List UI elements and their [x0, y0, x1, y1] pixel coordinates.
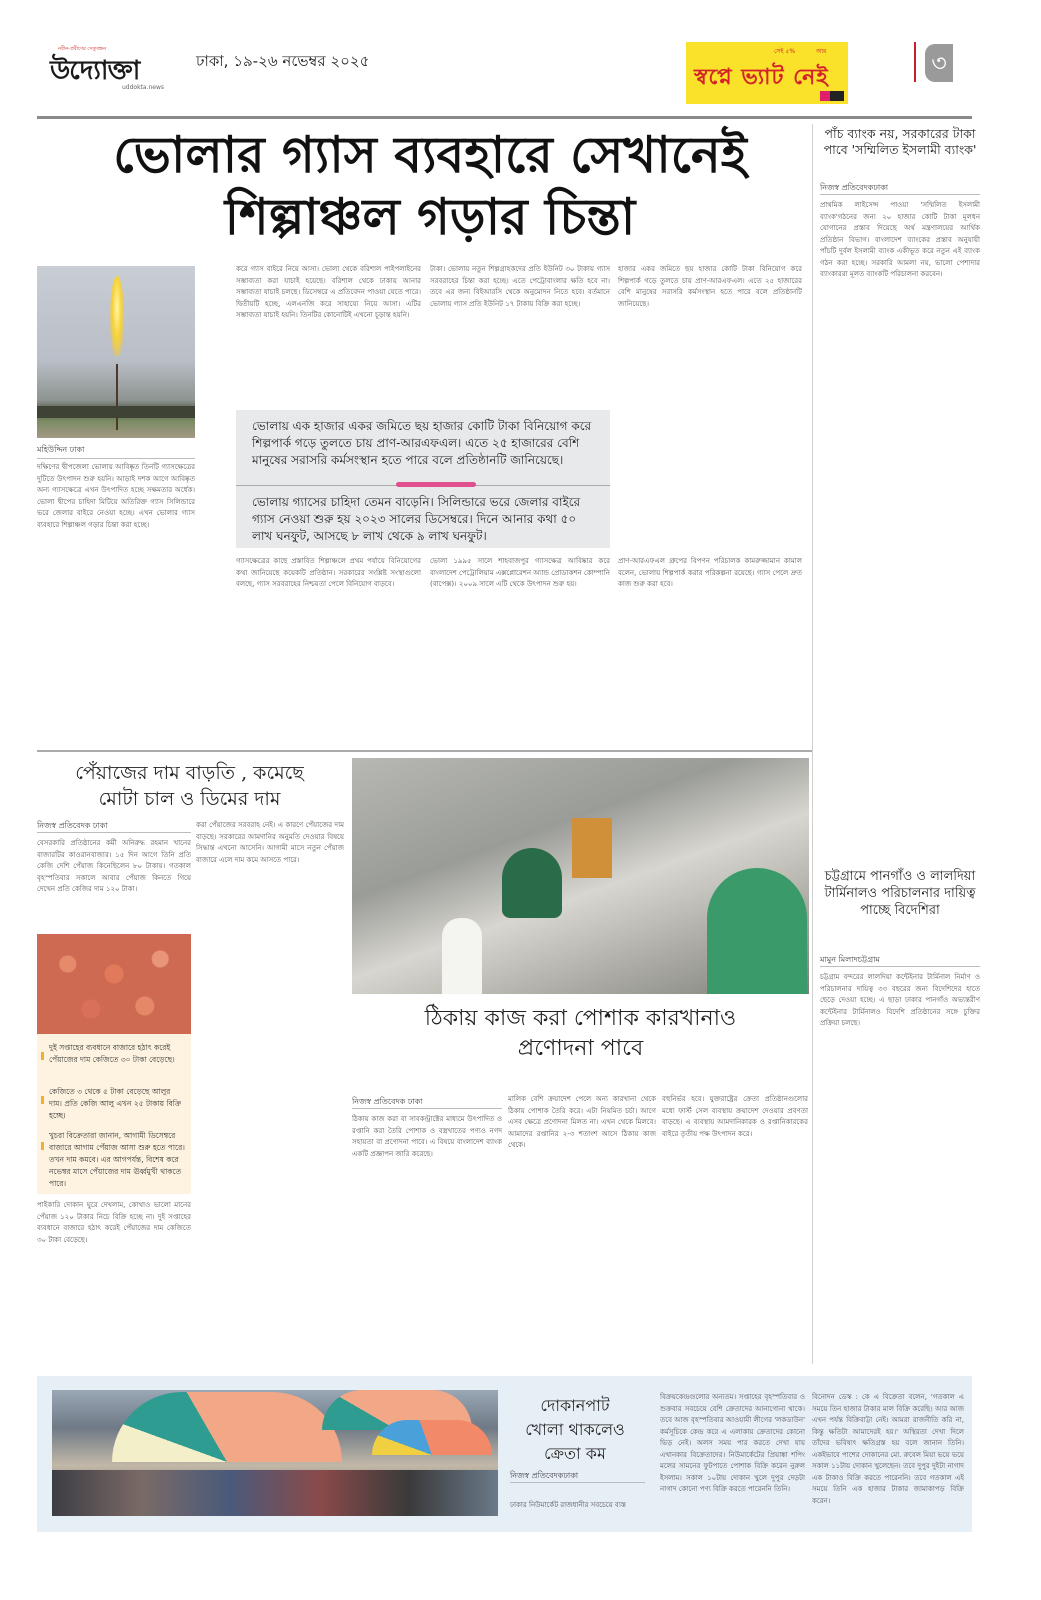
highlight-marker — [41, 1142, 44, 1150]
market-headline-line2: খোলা থাকলেও — [525, 1420, 625, 1439]
vat-advertisement[interactable] — [686, 42, 848, 104]
market-headline-line3: ক্রেতা কম — [544, 1444, 606, 1463]
ad-small-right: আর — [816, 48, 827, 55]
onion-byline-rule — [37, 832, 191, 833]
lead-column-4: হাজার একর জমিতে ছয় হাজার কোটি টাকা বিনিয়োগ করে শিল্পপার্ক গড়ে তুলতে চায় প্রাণ-আরএফএল। এতে ২৫ হাজারের বেশি মানুষের সরাসরি কর্মসংস্থান হতে পারে বলে প্রতিষ্ঠানটি জানিয়েছে। — [618, 265, 802, 308]
market-column-0: ঢাকার নিউমার্কেট রাজধানীর সবচেয়ে ব্যস্ত — [510, 1501, 626, 1509]
market-column-1: বিক্রয়কেন্দ্রগুলোর অন্যতম। সপ্তাহের বৃহস্পতিবার ও শুক্রবার সবচেয়ে বেশি ক্রেতাদের আনাগোনা থাকে। তবে আজ বৃহস্পতিবার আওয়ামী লীগের 'লকডাউন' কর্মসূচিকে কেন্দ্র করে এ এলাকায় ক্রেতাদের কোনো ভিড় নেই। অলস সময় পার করতে দেখা যায় এখানকার বিক্রেতাদের। নিউমার্কেটের প্রিয়াঙ্কা শপিং মলের সামনের ফুটপাতে পোশাক বিক্রি করেন নুরুল ইসলাম। সকাল ১০টায় দোকান খুলে দুপুর দেড়টা নাগাদ কোনো পণ্য বিক্রি করতে পারেননি তিনি। — [660, 1393, 805, 1493]
garment-headline[interactable] — [352, 1004, 809, 1064]
highlight-item: দুই সপ্তাহের ব্যবধানে বাজারে হঠাৎ করেই পেঁয়াজের দাম কেজিতে ৩০ টাকা বেড়েছে। — [49, 1043, 175, 1064]
logo-url: uddokta.news — [122, 84, 165, 91]
onion-column-2: করা পেঁয়াজের সরবরাহ নেই। এ কারণে পেঁয়াজের দাম বাড়ছে। সরকারের আমদানির অনুমতি দেওয়ার বিষয়ে সিদ্ধান্ত এখনো আসেনি। আগামী মাসে নতুন পেঁয়াজ বাজারে এলে দাম কমে আসতে পারে। — [196, 821, 344, 864]
lead-column-2: করে গ্যাস বাইরে নিয়ে আসা। ভোলা থেকে বরিশাল পাইপলাইনের সম্ভাব্যতা করা যাচাই হয়েছে। বরিশাল থেকে ঢাকায় আনার সম্ভাব্যতা যাচাই চলছে। ডিসেম্বরে এ প্রতিবেদন পাওয়া যেতে পারে। দ্বিতীয়টি হচ্ছে, এলএনজি করে সাহায্যে নিয়ে আসা। এটির সম্ভাব্যতা যাচাই হয়নি। তিনটির কোনোটিই এখনো চূড়ান্ত হয়নি। — [236, 265, 421, 319]
market-column-2: বিনোদন ডেস্ক : কে এ বিক্রেতা বলেন, 'গতকাল এ সময়ে তিন হাজার টাকার মাল বিক্রি করেছি। আর আজ এখন পর্যন্ত বিক্রিবাট্টা নেই। আমরা রাজনীতি করি না, কিন্তু ক্ষতিটা আমাদেরই হয়।' অস্থিরতা দেখা দিলে তাঁদের ভবিষ্যৎ ক্ষতিগ্রস্ত হয় বলে জানান তিনি। একইভাবে পাশের দোকানের মো. রুবেল মিয়া ভয়ে ভয়ে সকাল ১১টায় দোকান খুলেছেন। তবে দুপুর দুইটা নাগাদ এক টাকাও বিক্রি করতে পারেননি। তবে গতকাল এই সময়ে তিনি এক হাজার টাকার জামাকাপড় বিক্রি করেন। — [812, 1393, 964, 1505]
lead-byline: মহিউদ্দিন ঢাকা — [37, 445, 85, 454]
highlight-marker — [41, 1052, 44, 1060]
masthead-rule — [37, 116, 972, 119]
market-umbrella-photo — [52, 1390, 498, 1516]
lead-lower-column-2: ভোলা ১৯৯৫ সালে শাহবাজপুর গ্যাসক্ষেত্র আবিষ্কার করে বাংলাদেশ পেট্রোলিয়াম এক্সপ্লোরেশন অ্যান্ড প্রোডাকশন কোম্পানি (বাপেক্স)। ২০০৯ সালে এটি থেকে উৎপাদন শুরু হয়। — [430, 557, 610, 588]
lead-lower-column-3: প্রাণ-আরএফএল গ্রুপের বিপণন পরিচালক কামরুজ্জামান কামাল বলেন, ভোলায় শিল্পপার্ক করার পরিকল্পনা রয়েছে। গ্যাস পেলে দ্রুত কাজ শুরু করা হবে। — [618, 557, 802, 588]
garment-byline-rule — [352, 1108, 502, 1109]
ad-headline: স্বপ্নে ভ্যাট নেই — [694, 65, 829, 90]
onion-body: বেসরকারি প্রতিষ্ঠানের কর্মী অনিরুদ্ধ রহমান খানের বাজারটির কাওরানবাজার। ১৫ দিন আগে তিনি প্রতি কেজি দেশি পেঁয়াজ কিনেছিলেন ৮০ টাকায়। গতকাল বৃহস্পতিবার সকালে আবার পেঁয়াজ কিনতে গিয়ে দেখেন প্রতি কেজির দাম ১২০ টাকা। — [37, 839, 191, 893]
lead-lower-column-1: গ্যাসক্ষেত্রের কাছে প্রস্তাবিত শিল্পাঞ্চলে প্রথম পর্যায়ে বিনিয়োগের কথা জানিয়েছে কয়েকটি প্রতিষ্ঠান। সরকারের সংশ্লিষ্ট সংস্থাগুলো বলছে, গ্যাস সরবরাহের নিশ্চয়তা পেলে বিনিয়োগ বাড়বে। — [236, 557, 421, 588]
garment-byline: নিজস্ব প্রতিবেদক ঢাকা — [352, 1097, 423, 1106]
garment-column-1: ঠিকায় কাজ করা বা সাবকন্ট্রাক্টের মাধ্যমে উৎপাদিত ও রপ্তানি করা তৈরি পোশাক ও বস্ত্রখাতের পণ্যও নগদ সহায়তা বা প্রণোদনা পাবে। এ বিষয়ে বাংলাদেশ ব্যাংক একটি প্রজ্ঞাপন জারি করেছে। — [352, 1115, 502, 1158]
treeline — [37, 406, 195, 418]
pull-quote-box — [236, 410, 610, 548]
section-rule — [37, 750, 812, 752]
ad-small-left: সেই ৫% — [774, 48, 796, 55]
onion-headline-line2: মোটা চাল ও ডিমের দাম — [98, 788, 281, 810]
garment-headline-line2: প্রণোদনা পাবে — [517, 1036, 644, 1061]
logo-wordmark: উদ্যোক্তা — [50, 56, 140, 86]
highlight-item: খুচরা বিক্রেতারা জানান, আগামী ডিসেম্বরে বাজারে আগাম পেঁয়াজ আসা শুরু হতে পারে। তখন দাম কমবে। এর আগপর্যন্ত, বিশেষ করে নভেম্বর মাসে পেঁয়াজের দাম ঊর্ধ্বমুখী থাকতে পারে। — [49, 1131, 185, 1188]
umbrella — [372, 1420, 492, 1455]
market-byline: নিজস্ব প্রতিবেদকঢাকা — [510, 1471, 579, 1480]
thread-spool — [442, 918, 482, 994]
pull-quote-accent — [396, 482, 476, 487]
byline-rule — [37, 458, 195, 459]
side-story-1-byline: নিজস্ব প্রতিবেদকঢাকা — [820, 183, 889, 192]
onion-photo — [37, 934, 191, 1034]
worker-figure — [707, 868, 807, 994]
highlight-item: কেজিতে ৩ থেকে ৫ টাকা বেড়েছে আলুর দাম। প্রতি কেজি আলু এখন ২৫ টাকায় বিক্রি হচ্ছে। — [49, 1087, 182, 1120]
flame-shape — [110, 276, 124, 356]
pull-quote-2: ভোলায় গ্যাসের চাহিদা তেমন বাড়েনি। সিলিন্ডারে ভরে জেলার বাইরে গ্যাস নেওয়া শুরু হয় ২০২৩ সালের ডিসেম্বরে। দিনে আনার কথা ৫০ লাখ ঘনফুট, আসছে ৮ লাখ থেকে ৯ লাখ ঘনফুট। — [252, 495, 581, 543]
garment-column-3: বহুনির্ভর হবে। যুক্তরাষ্ট্রের ক্রেতা প্রতিষ্ঠানগুলোর মধ্যে ফার্স্ট সেল ব্যবস্থায় ক্রয়াদেশ দেওয়ার প্রবণতা বাড়ছে। এ ব্যবস্থায় আমদানিকারক ও রপ্তানিকারকের বাইরে তৃতীয় পক্ষ উৎপাদন করে। — [662, 1095, 808, 1138]
page-number: ৩ — [925, 44, 953, 82]
side-story-1-rule — [820, 194, 980, 195]
lead-headline-line2: শিল্পাঞ্চল গড়ার চিন্তা — [224, 187, 636, 246]
side-story-2-rule — [820, 966, 980, 967]
newspaper-logo[interactable] — [50, 46, 170, 91]
onion-byline: নিজস্ব প্রতিবেদক ঢাকা — [37, 821, 108, 830]
side-story-2-byline: মামুন মিলাদচট্টগ্রাম — [820, 955, 880, 964]
onion-highlights-box — [37, 934, 191, 1194]
onion-headline-line1: পেঁয়াজের দাম বাড়তি , কমেছে — [75, 762, 304, 784]
market-headline-line1: দোকানপাট — [540, 1396, 610, 1415]
garment-factory-photo — [352, 758, 809, 994]
dateline: ঢাকা, ১৯-২৬ নভেম্বর ২০২৫ — [196, 52, 370, 70]
lead-column-3: টাকা। ভোলায় নতুন শিল্পগ্রাহকদের প্রতি ইউনিট ৩০ টাকায় গ্যাস সরবরাহের চিন্তা করা হচ্ছে। এতে পেট্রোবাংলার ক্ষতি হবে না। তবে এর জন্য বিইআরসি থেকে অনুমোদন নিতে হবে। বর্তমানে ভোলায় গ্যাস প্রতি ইউনিট ১৭ টাকায় বিক্রি করা হচ্ছে। — [430, 265, 610, 308]
logo-tagline: নবীন-প্রবীণের সেতুবন্ধন — [58, 46, 107, 52]
lead-intro-text: দক্ষিণের দ্বীপজেলা ভোলায় আবিষ্কৃত তিনটি গ্যাসক্ষেত্রের দুটিতে উৎপাদন শুরু হয়নি। আড়াই দশক আগে আবিষ্কৃত অন্য গ্যাসক্ষেত্রে এখন উৎপাদিত হচ্ছে সক্ষমতার অর্ধেক। ভোলা দ্বীপের চাহিদা মিটিয়ে অতিরিক্ত গ্যাস সিলিন্ডারে ভরে জেলার বাইরে নেওয়া হচ্ছে। এখন ভোলার গ্যাস ব্যবহারে শিল্পাঞ্চল গড়ার চিন্তা করা হচ্ছে। — [37, 463, 195, 529]
column-divider — [812, 124, 813, 1364]
side-story-2-body: চট্টগ্রাম বন্দরের লালদিয়া কন্টেইনার টার্মিনাল নির্মাণ ও পরিচালনার দায়িত্ব ৩৩ বছরের জন্য বিদেশিদের হাতে ছেড়ে দেওয়া হচ্ছে। এ ছাড়া ঢাকার পানগাঁও অভ্যন্তরীণ কন্টেইনার টার্মিনালও বিদেশি প্রতিষ্ঠানের সঙ্গে চুক্তির প্রক্রিয়া চলছে। — [820, 973, 980, 1027]
side-story-1-headline[interactable]: পাঁচ ব্যাংক নয়, সরকারের টাকা পাবে 'সম্মিলিত ইসলামী ব্যাংক' — [823, 126, 977, 157]
page-number-divider — [914, 42, 916, 82]
market-byline-rule — [510, 1482, 645, 1483]
onion-headline[interactable] — [37, 760, 342, 812]
side-story-1-body: প্রাথমিক লাইসেন্স পাওয়া 'সম্মিলিত ইসলামী ব্যাংক'গঠনের জন্য ২০ হাজার কোটি টাকা মূলধন যোগানের প্রস্তাব দিয়েছে অর্থ মন্ত্রণালয়ের আর্থিক প্রতিষ্ঠান বিভাগ। বাংলাদেশ ব্যাংকের প্রস্তাব অনুযায়ী পাঁচটি দুর্বল ইসলামী ব্যাংক একীভূত করে নতুন এই ব্যাংক গঠন করা হচ্ছে। সরকারি আমলা নয়, ভালো পেশাদার ব্যাংকাররা মূলত ব্যাংকটি পরিচালনা করবেন। — [820, 201, 980, 278]
flare-stack — [116, 364, 118, 430]
lead-headline[interactable] — [60, 124, 800, 248]
market-headline[interactable] — [505, 1394, 645, 1466]
side-story-2-headline[interactable]: চট্টগ্রামে পানগাঁও ও লালদিয়া টার্মিনালও পরিচালনার দায়িত্ব পাচ্ছে বিদেশিরা — [824, 869, 976, 918]
onion-continued: পাইকারি দোকান ঘুরে দেখলাম, কোথাও ভালো মানের পেঁয়াজ ১২০ টাকার নিচে বিক্রি হচ্ছে না। দুই সপ্তাহের ব্যবধানে বাজারে হঠাৎ করেই পেঁয়াজের দাম কেজিতে ৩০ টাকা বেড়েছে। — [37, 1201, 191, 1244]
garment-headline-line1: ঠিকায় কাজ করা পোশাক কারখানাও — [424, 1006, 737, 1031]
garment-column-2: মালিক বেশি ক্রয়াদেশ পেলে অন্য কারখানা থেকে ঠিকায় পোশাক তৈরি করে। এটা নিয়মিত চর্চা। আগে এসব ক্ষেত্রে প্রণোদনা মিলত না। এখন থেকে মিলবে। আমাদের রপ্তানির ২-৩ শতাংশ আসে ঠিকায় কাজ থেকে। — [508, 1095, 656, 1149]
umbrella — [112, 1392, 342, 1462]
lead-headline-line1: ভোলার গ্যাস ব্যবহারে সেখানেই — [113, 125, 747, 184]
ad-brand-logo — [820, 91, 844, 101]
highlight-marker — [41, 1096, 44, 1104]
worker-figure — [502, 848, 562, 918]
worker-figure — [572, 818, 612, 878]
crowd-and-clothes — [52, 1470, 498, 1516]
gas-flare-photo — [37, 266, 195, 438]
pull-quote-1: ভোলায় এক হাজার একর জমিতে ছয় হাজার কোটি টাকা বিনিয়োগ করে শিল্পপার্ক গড়ে তুলতে চায় প্রাণ-আরএফএল। এতে ২৫ হাজারের বেশি মানুষের সরাসরি কর্মসংস্থান হতে পারে বলে প্রতিষ্ঠানটি জানিয়েছে। — [252, 419, 592, 467]
